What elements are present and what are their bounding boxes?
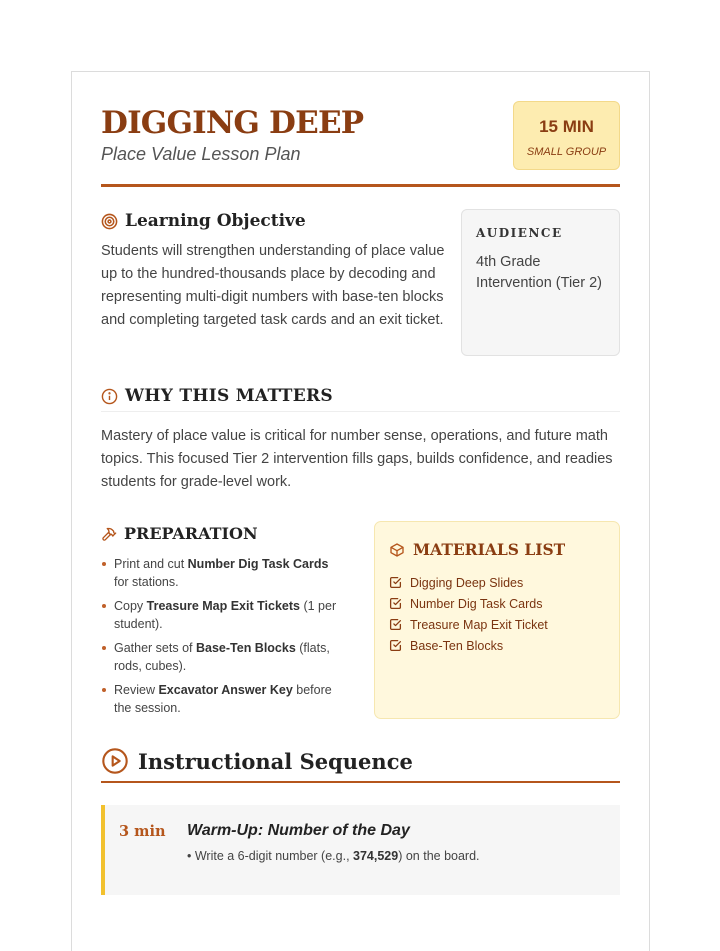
list-item: Copy Treasure Map Exit Tickets (1 per student).	[101, 597, 346, 633]
materials-box	[374, 521, 620, 719]
step-title: Warm-Up: Number of the Day	[187, 822, 410, 839]
page-title: DIGGING DEEP	[101, 105, 364, 141]
list-item: Review Excavator Answer Key before the session.	[101, 681, 346, 717]
list-item: Digging Deep Slides	[389, 572, 605, 593]
materials-list	[389, 572, 605, 656]
why-divider	[101, 411, 620, 412]
objective-heading-label: Learning Objective	[125, 211, 306, 231]
why-heading	[101, 386, 333, 406]
list-item: Number Dig Task Cards	[389, 593, 605, 614]
time-badge-group: SMALL GROUP	[526, 146, 607, 158]
preparation-list	[101, 555, 346, 723]
audience-box	[461, 209, 620, 356]
preparation-heading	[101, 524, 258, 543]
checkbox-icon	[389, 597, 402, 610]
checkbox-icon	[389, 576, 402, 589]
lesson-plan-page	[71, 71, 650, 951]
checkbox-icon	[389, 618, 402, 631]
time-badge-minutes: 15 MIN	[539, 117, 594, 136]
sequence-heading-label: Instructional Sequence	[138, 748, 413, 774]
checkbox-icon	[389, 639, 402, 652]
info-icon	[101, 388, 118, 405]
step-bullet: • Write a 6-digit number (e.g., 374,529) on the board.	[187, 849, 480, 863]
materials-heading	[389, 540, 605, 559]
sequence-divider	[101, 781, 620, 783]
sequence-heading	[101, 747, 413, 775]
audience-value: 4th Grade Intervention (Tier 2)	[476, 254, 602, 291]
materials-heading-label: MATERIALS LIST	[413, 540, 566, 559]
play-circle-icon	[101, 747, 129, 775]
list-item: Base-Ten Blocks	[389, 635, 605, 656]
step-time: 3 min	[119, 823, 166, 840]
objective-text: Students will strengthen understanding of place value up to the hundred-thousands place by decoding and representing multi-digit numbers with base-ten blocks and completing targeted task cards and an exit ticket.	[101, 243, 445, 328]
why-heading-label: WHY THIS MATTERS	[125, 386, 334, 406]
page-subtitle: Place Value Lesson Plan	[101, 144, 301, 164]
target-icon	[101, 213, 118, 230]
header-divider	[101, 184, 620, 187]
preparation-heading-label: PREPARATION	[124, 524, 258, 543]
why-text: Mastery of place value is critical for number sense, operations, and future math topics. This focused Tier 2 intervention fills gaps, builds confidence, and readies students for grade-level work.	[101, 428, 613, 490]
audience-label: AUDIENCE	[476, 226, 563, 240]
time-badge	[513, 101, 620, 170]
list-item: Treasure Map Exit Ticket	[389, 614, 605, 635]
box-icon	[389, 542, 405, 558]
hammer-icon	[101, 526, 117, 542]
list-item: Print and cut Number Dig Task Cards for stations.	[101, 555, 346, 591]
sequence-step	[101, 805, 620, 895]
objective-heading	[101, 211, 306, 231]
list-item: Gather sets of Base-Ten Blocks (flats, rods, cubes).	[101, 639, 346, 675]
